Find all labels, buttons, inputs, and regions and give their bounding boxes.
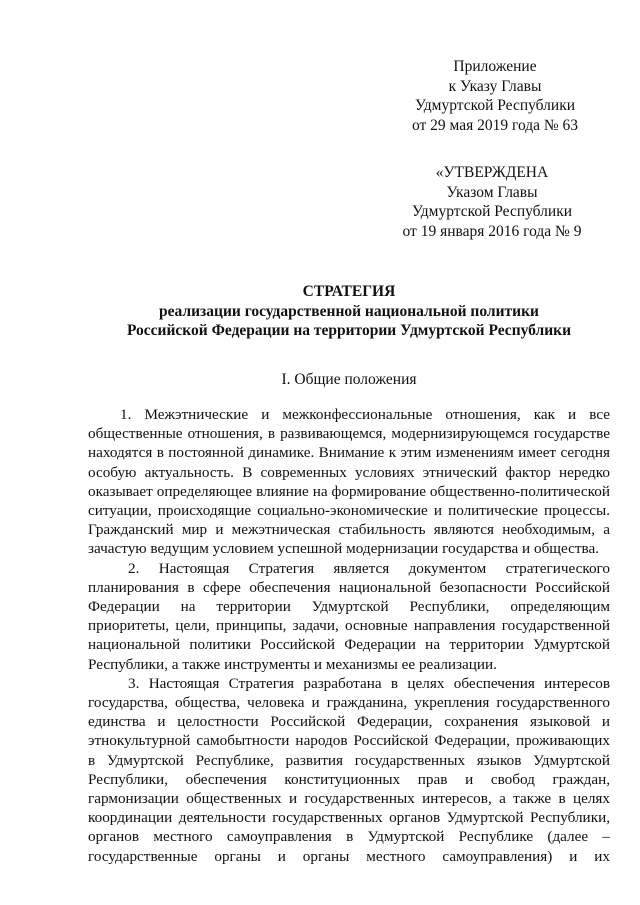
text-line: Федерации на территории Удмуртской Республики, определяющим [88, 598, 610, 616]
paragraph-3 [88, 674, 610, 866]
text-line: этнокультурной самобытности народов Российской Федерации, проживающих [88, 732, 610, 750]
text-line: органов местного самоуправления в Удмуртской Республике (далее – [88, 828, 610, 846]
text-line: приоритеты, цели, принципы, задачи, основные направления государственной [88, 617, 610, 635]
approval-line: Указом Главы [446, 183, 538, 201]
text-line: в Удмуртской Республике, развития государственных языков Удмуртской [88, 751, 610, 769]
title-subtitle-line: реализации государственной национальной политики [159, 302, 539, 320]
text-line: единства и целостности Российской Федерации, сохранения языковой и [88, 713, 610, 731]
text-line: гармонизации общественных и государственных интересов, а также в целях [88, 790, 610, 808]
section-heading: I. Общие положения [281, 371, 417, 388]
approval-line: от 19 января 2016 года № 9 [402, 222, 582, 240]
body-text [88, 405, 610, 866]
text-line: государственные органы и органы местного самоуправления) и их [88, 847, 610, 865]
appendix-line: от 29 мая 2019 года № 63 [411, 116, 579, 134]
text-line: особую актуальность. В современных условиях этнический фактор нередко [88, 463, 610, 481]
appendix-header [395, 57, 595, 135]
text-line: находятся в постоянной динамике. Внимание к этим изменениям имеет сегодня [88, 444, 610, 462]
text-line: оказывает определяющее влияние на формирование общественно-политической [88, 482, 610, 500]
paragraph-1 [88, 405, 610, 559]
text-line: 3. Настоящая Стратегия разработана в целях обеспечения интересов [128, 674, 610, 692]
text-line: общественные отношения, в развивающемся, модернизирующемся государстве [88, 425, 610, 443]
title-main: СТРАТЕГИЯ [302, 283, 396, 300]
approval-line: Удмуртской Республики [411, 203, 573, 220]
text-line: планирования в сфере обеспечения национальной безопасности Российской [88, 578, 610, 596]
text-line: государства, общества, человека и гражданина, укрепления государственного [88, 694, 610, 712]
text-line: национальной политики Российской Федерации на территории Удмуртской [88, 636, 610, 654]
document-title [88, 282, 610, 341]
text-line: ситуации, происходящие социально-экономические и политические процессы. [88, 502, 610, 520]
text-line: Республики, обеспечения конституционных прав и свобод граждан, [88, 770, 610, 788]
appendix-line: Приложение [453, 58, 537, 75]
text-line: Республики, а также инструменты и механизмы ее реализации. [88, 655, 497, 673]
text-line: 2. Настоящая Стратегия является документом стратегического [128, 559, 610, 577]
approval-stamp-text [387, 163, 597, 241]
paragraph-2 [88, 559, 610, 674]
text-line: Гражданский мир и межэтническая стабильность являются необходимым, а [88, 521, 610, 539]
text-line: координации деятельности государственных органов Удмуртской Республики, [88, 809, 610, 827]
approval-line: «УТВЕРЖДЕНА [435, 164, 549, 181]
appendix-line: к Указу Главы [448, 77, 542, 95]
appendix-line: Удмуртской Республики [414, 97, 576, 114]
text-line: 1. Межэтнические и межконфессиональные отношения, как и все [120, 406, 610, 423]
text-line: зачастую ведущим условием успешной модернизации государства и общества. [88, 540, 599, 558]
title-subtitle-line: Российской Федерации на территории Удмуртской Республики [126, 322, 572, 339]
